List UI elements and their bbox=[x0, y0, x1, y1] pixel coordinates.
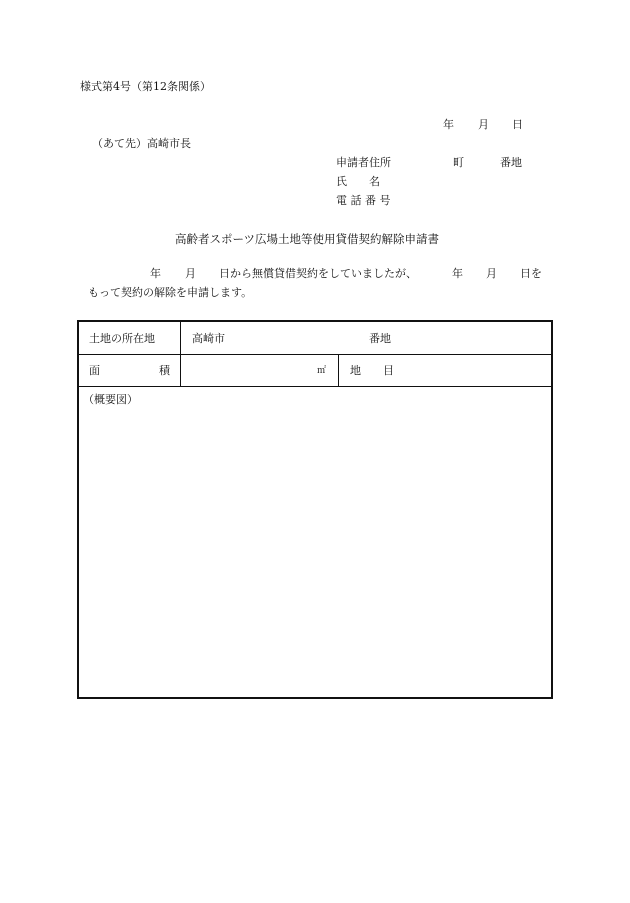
date-day-label: 日 bbox=[512, 118, 523, 131]
location-city: 高崎市 bbox=[192, 332, 225, 345]
applicant-town-label: 町 bbox=[453, 156, 464, 169]
applicant-phone-label: 電 話 番 号 bbox=[336, 194, 391, 207]
label-column-divider bbox=[180, 322, 181, 386]
body-day-end: 日を bbox=[520, 267, 542, 280]
location-label: 土地の所在地 bbox=[89, 332, 155, 345]
sketch-area[interactable] bbox=[79, 412, 551, 697]
form-number: 様式第4号（第12条関係） bbox=[80, 80, 211, 93]
area-label-first: 面 bbox=[89, 364, 100, 377]
area-unit: ㎡ bbox=[317, 366, 327, 376]
land-category-label: 地 目 bbox=[350, 364, 394, 377]
application-table bbox=[77, 320, 553, 699]
date-year-label: 年 bbox=[443, 118, 454, 131]
applicant-address-label: 申請者住所 bbox=[336, 156, 391, 169]
area-column-divider bbox=[338, 354, 339, 386]
body-month-2: 月 bbox=[486, 267, 497, 280]
body-text-2: もって契約の解除を申請します。 bbox=[88, 286, 253, 299]
addressee: （あて先）高崎市長 bbox=[92, 137, 191, 150]
document-title: 高齢者スポーツ広場土地等使用貸借契約解除申請書 bbox=[175, 232, 440, 246]
date-month-label: 月 bbox=[478, 118, 489, 131]
row-divider-1 bbox=[79, 354, 551, 355]
sketch-label: （概要図） bbox=[83, 393, 138, 406]
body-year-1: 年 bbox=[150, 267, 161, 280]
applicant-lot-label: 番地 bbox=[500, 156, 522, 169]
body-year-2: 年 bbox=[452, 267, 463, 280]
body-month-1: 月 bbox=[185, 267, 196, 280]
body-text-1: 日から無償貸借契約をしていましたが、 bbox=[219, 267, 417, 280]
area-label-second: 積 bbox=[159, 364, 170, 377]
location-lot-label: 番地 bbox=[369, 332, 391, 345]
applicant-name-label: 氏 名 bbox=[336, 175, 380, 188]
row-divider-2 bbox=[79, 386, 551, 387]
